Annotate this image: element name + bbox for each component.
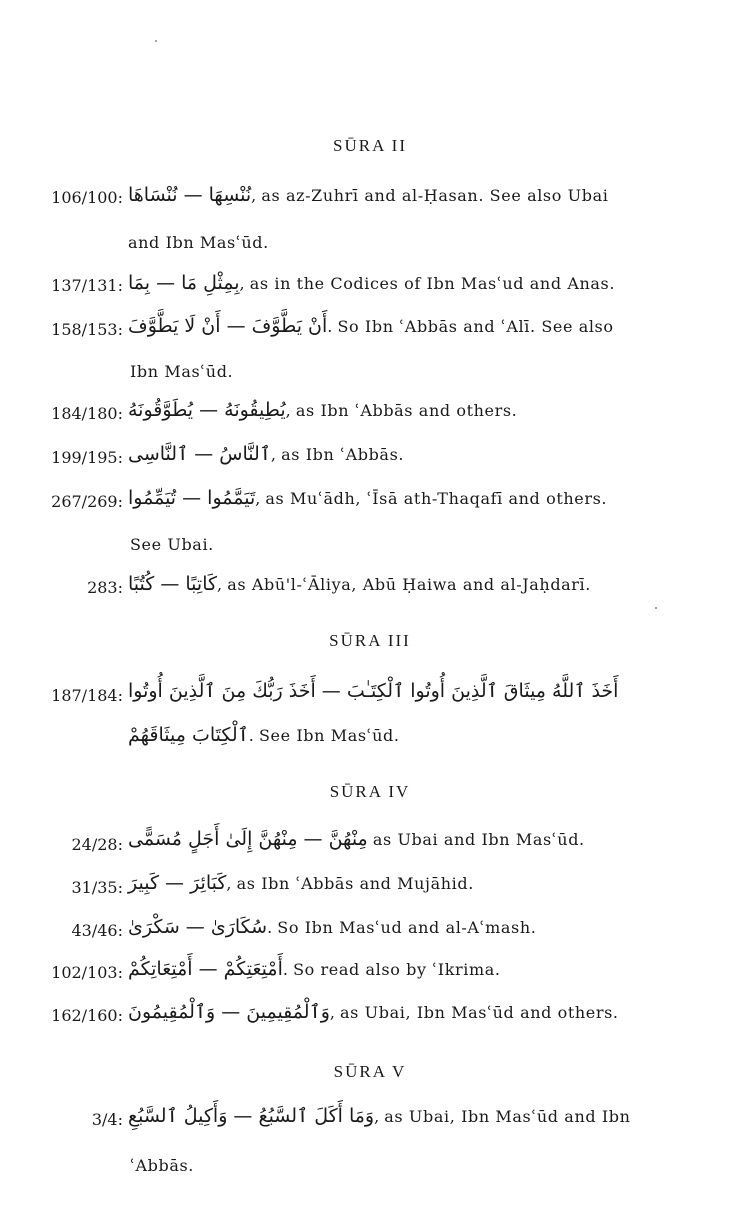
arabic-variant: وَٱلْمُقِيمِينَ — وَٱلْمُقِيمُونَ — [128, 1001, 330, 1023]
entry-body — [128, 680, 618, 702]
verse-ref: 184/180: — [51, 404, 123, 423]
entry-text: , as Ubai, Ibn Masʿūd and Ibn — [374, 1107, 631, 1126]
arabic-variant: تَيَمَّمُوا — تُيَمِّمُوا — [128, 487, 256, 509]
entry-text: . So read also by ʿIkrima. — [282, 960, 501, 979]
verse-ref: 31/35: — [71, 878, 123, 897]
entry-continuation: See Ubai. — [130, 535, 214, 554]
entry-text: , as Ubai, Ibn Masʿūd and others. — [329, 1003, 619, 1022]
arabic-variant: يُطِيقُونَهُ — يُطَوَّقُونَهُ — [128, 399, 286, 421]
arabic-variant: ٱلنَّاسُ — ٱلنَّاسِى — [128, 443, 271, 465]
verse-ref: 24/28: — [71, 835, 123, 854]
entry-text: . So Ibn Masʿud and al-Aʿmash. — [267, 918, 537, 937]
entry-text: as Ubai and Ibn Masʿūd. — [367, 830, 585, 849]
entry-text: , as Abū'l-ʿĀliya, Abū Ḥaiwa and al-Jaḥdarī. — [217, 575, 591, 594]
entry-body — [128, 916, 536, 938]
verse-ref: 283: — [87, 578, 123, 597]
section-heading-sura-iv: SŪRA IV — [329, 782, 411, 801]
verse-ref: 199/195: — [51, 448, 123, 467]
arabic-variant: مِنْهُنَّ — مِنْهُنَّ إِلَىٰ أَجَلٍ مُسَمًّى — [128, 828, 368, 850]
arabic-variant: أَنْ يَطَّوَّفَ — أَنْ لَا يَطَّوَّفَ — [128, 315, 328, 337]
entry-continuation: and Ibn Masʿūd. — [128, 233, 269, 252]
verse-ref: 102/103: — [51, 963, 123, 982]
verse-ref: 187/184: — [51, 686, 123, 705]
entry-body — [128, 872, 474, 894]
entry-body — [128, 1001, 619, 1023]
entry-body — [128, 272, 615, 294]
entry-text: , as Ibn ʿAbbās and others. — [285, 401, 518, 420]
entry-body — [128, 399, 517, 421]
scan-speck — [155, 40, 157, 42]
entry-text: , as in the Codices of Ibn Masʿud and Anas. — [239, 274, 616, 293]
entry-text: , as Ibn ʿAbbās. — [270, 445, 405, 464]
entry-continuation: Ibn Masʿūd. — [130, 362, 234, 381]
entry-continuation-line — [128, 724, 400, 746]
arabic-variant: أَخَذَ ٱللَّهُ مِيثَاقَ ٱلَّذِينَ أُوتُوا ٱلْكِتَـٰبَ — أَخَذَ رَبُّكَ مِنَ ٱلَّذِينَ أُوتُوا — [128, 680, 619, 702]
entry-body — [128, 487, 607, 509]
verse-ref: 162/160: — [51, 1006, 123, 1025]
section-heading-sura-iii: SŪRA III — [329, 631, 411, 650]
arabic-variant: أَمْتِعَتِكُمْ — أَمْتِعَاتِكُمْ — [128, 958, 283, 980]
arabic-variant: كَاتِبًا — كُتُبًا — [128, 573, 218, 595]
entry-text: , as Ibn ʿAbbās and Mujāhid. — [226, 874, 474, 893]
arabic-variant-continuation: ٱلْكِتَابَ مِيثَاقَهُمْ — [128, 724, 249, 746]
verse-ref: 267/269: — [51, 492, 123, 511]
entry-body — [128, 828, 585, 850]
arabic-variant: سُكَارَىٰ — سَكْرَىٰ — [128, 916, 268, 938]
verse-ref: 106/100: — [51, 188, 123, 207]
arabic-variant: وَمَا أَكَلَ ٱلسَّبُعُ — وَأَكِيلُ ٱلسَّبُعِ — [128, 1105, 375, 1127]
section-heading-sura-ii: SŪRA II — [333, 136, 407, 155]
verse-ref: 158/153: — [51, 320, 123, 339]
entry-body — [128, 315, 614, 337]
verse-ref: 3/4: — [91, 1110, 123, 1129]
section-heading-sura-v: SŪRA V — [333, 1062, 407, 1081]
arabic-variant: نُنْسِهَا — نُنْسَاهَا — [128, 184, 252, 206]
entry-body — [128, 184, 680, 206]
entry-text: . So Ibn ʿAbbās and ʿAlī. See also — [327, 317, 614, 336]
arabic-variant: بِمِثْلِ مَا — بِمَا — [128, 272, 240, 294]
arabic-variant: كَبَائِرَ — كَبِيرَ — [128, 872, 227, 894]
entry-body — [128, 958, 501, 980]
entry-continuation: . See Ibn Masʿūd. — [248, 726, 400, 745]
entry-body — [128, 1105, 631, 1127]
entry-body — [128, 443, 404, 465]
entry-body — [128, 573, 591, 595]
entry-text: , as az-Zuhrī and al-Ḥasan. See also Ubai — [251, 186, 609, 205]
scan-speck — [655, 607, 657, 609]
entry-continuation: ʿAbbās. — [130, 1156, 194, 1175]
entry-text: , as Muʿādh, ʿĪsā ath-Thaqafī and others. — [255, 489, 608, 508]
verse-ref: 137/131: — [51, 276, 123, 295]
verse-ref: 43/46: — [71, 921, 123, 940]
